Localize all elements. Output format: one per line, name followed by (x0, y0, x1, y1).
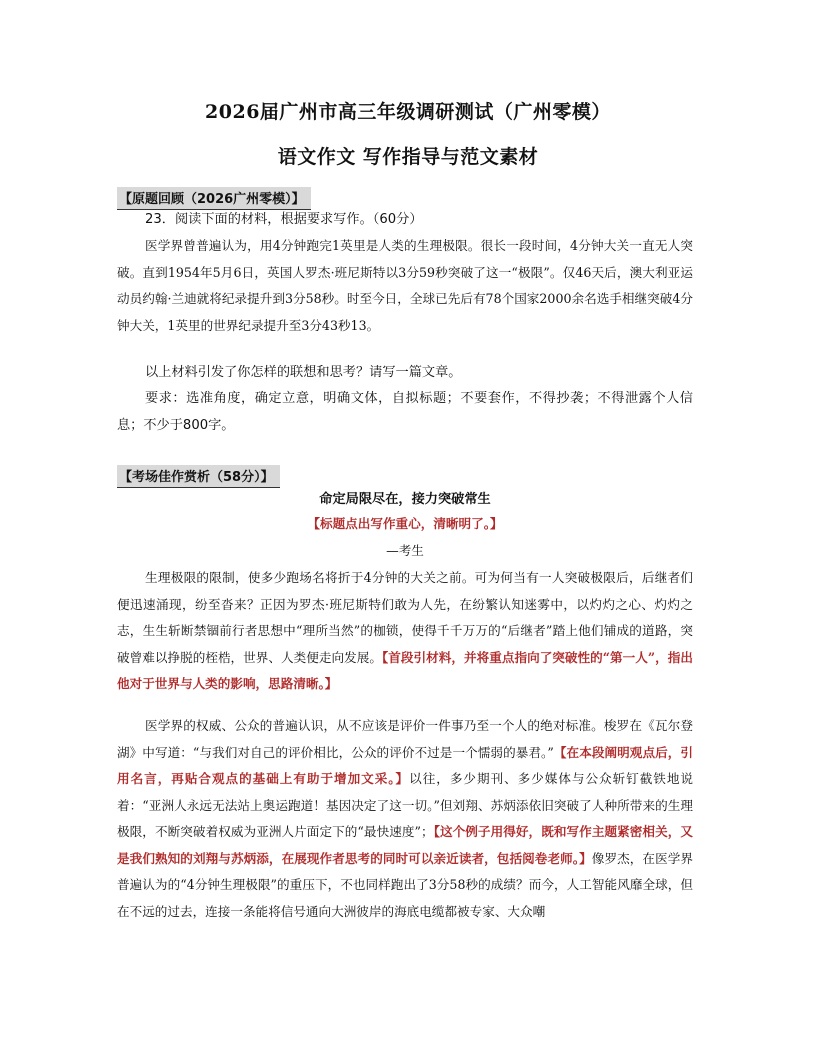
paragraph-2-text-c: 像罗杰，在医学界普遍认为的“4分钟生理极限”的重压下，不也同样跑出了3分58秒的成绩？而今，人工智能风靡全球，但在不远的过去，连接一条能将信号通向大洲彼岸的海底电缆都被专家、大众嘲 (117, 850, 694, 919)
comment-3: 【这个例子用得好，既和写作主题紧密相关，又是我们熟知的刘翔与苏炳添，在展现作者思考的同时可以亲近读者，包括阅卷老师。】 (117, 824, 693, 866)
document-subtitle: 语文作文 写作指导与范文素材 (277, 146, 539, 168)
essay-title: 命定局限尽在，接力突破常生 (319, 492, 491, 507)
essay-paragraph-2 (117, 713, 693, 925)
prompt-text: 以上材料引发了你怎样的联想和思考？请写一篇文章。 (145, 365, 462, 380)
comment-1: 【首段引材料，并将重点指向了突破性的“第一人”，指出他对于世界与人类的影响，思路清晰。】 (117, 649, 693, 691)
comment-2: 【在本段阐明观点后，引用名言，再贴合观点的基础上有助于增加文采。】 (117, 744, 694, 786)
document-title: 2026届广州市高三年级调研测试（广州零模） (205, 101, 611, 123)
section-label-model-essay: 【考场佳作赏析（58分）】 (117, 465, 280, 488)
paragraph-1-text: 生理极限的限制，使多少跑场名将折于4分钟的大关之前。可为何当有一人突破极限后，后继者们便迅速涌现，纷至沓来？正因为罗杰·班尼斯特们敢为人先，在纷繁认知迷雾中，以灼灼之心、灼灼之志，生生斩断禁锢前行者思想中“理所当然”的枷锁，使得千千万万的“后继者”踏上他们铺成的道路，突破曾难以挣脱的桎梏，世界、人类便走向发展。 (117, 570, 693, 665)
paragraph-2-text-b: 以往，多少期刊、多少媒体与公众斩钉截铁地说着：“亚洲人永远无法站上奥运跑道！基因决定了这一切。”但刘翔、苏炳添依旧突破了人种所带来的生理极限，不断突破着权威为亚洲人片面定下的“最快速度”； (117, 771, 694, 839)
essay-author: —考生 (386, 543, 424, 558)
material-paragraph: 医学界曾普遍认为，用4分钟跑完1英里是人类的生理极限。很长一段时间，4分钟大关一直无人突破。直到1954年5月6日，英国人罗杰·班尼斯特以3分59秒突破了这一“极限”。仅46天后，澳大利亚运动员约翰·兰迪就将纪录提升到3分58秒。时至今日，全球已先后有78个国家2000余名选手相继突破4分钟大关，1英里的世界纪录提升至3分43秒13。 (117, 238, 693, 333)
paragraph-2-text-a: 医学界的权威、公众的普遍认识，从不应该是评价一件事乃至一个人的绝对标准。梭罗在《瓦尔登湖》中写道：“与我们对自己的评价相比，公众的评价不过是一个懦弱的暴君。” (117, 718, 693, 760)
section-label-original-question: 【原题回顾（2026广州零模）】 (117, 187, 311, 210)
title-comment: 【标题点出写作重心，清晰明了。】 (307, 516, 503, 531)
requirements-text: 要求：选准角度，确定立意，明确文体，自拟标题；不要套作，不得抄袭；不得泄露个人信息；不少于800字。 (117, 391, 693, 433)
question-number: 23．阅读下面的材料，根据要求写作。（60分） (145, 212, 423, 227)
essay-paragraph-1 (117, 565, 693, 698)
